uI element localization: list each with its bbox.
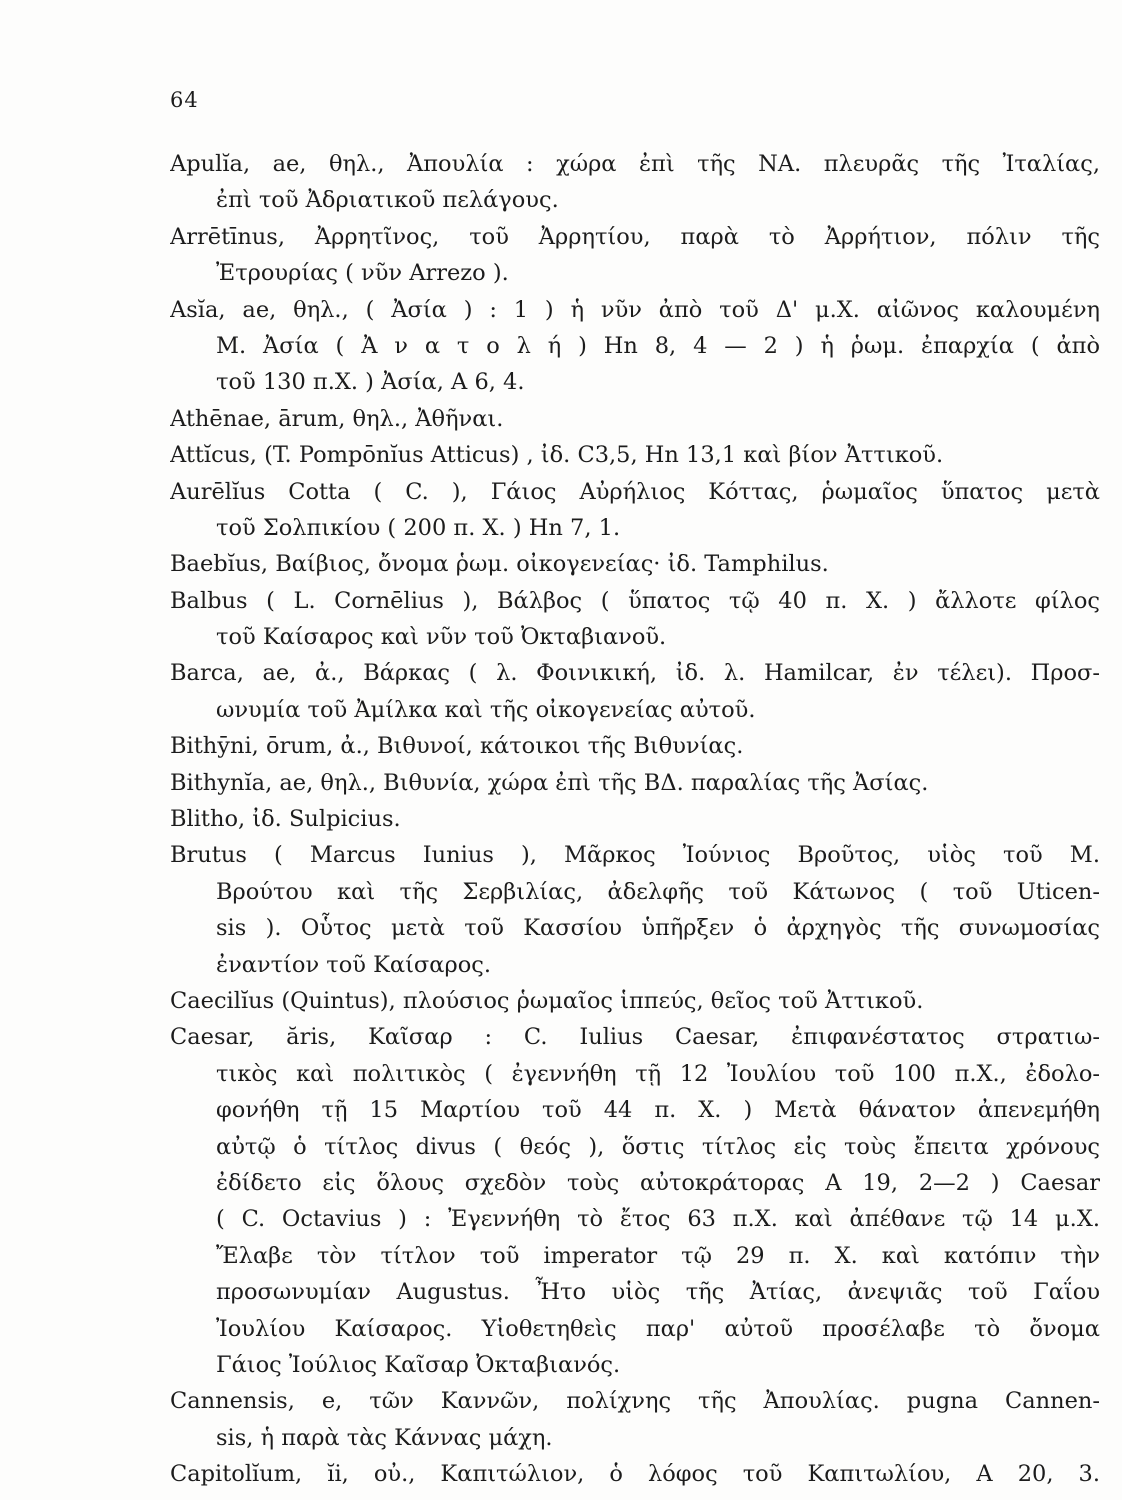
entry-capitolium [170,1456,1100,1492]
entry-line: Arrētīnus, Ἀρρητῖνος, τοῦ Ἀρρητίου, παρὰ τὸ Ἀρρήτιον, πόλιν τῆς [170,223,1100,250]
entry-baebius [170,546,1100,582]
entry-line: τοῦ Σολπικίου ( 200 π. Χ. ) Hn 7, 1. [216,514,621,541]
entry-line: sis ). Οὗτος μετὰ τοῦ Κασσίου ὑπῆρξεν ὁ ἀρχηγὸς τῆς συνωμοσίας [216,915,1100,942]
entry-bithyni [170,728,1100,764]
glossary-entries [170,146,1100,1492]
entry-line: Attĭcus, (T. Pompōnĭus Atticus) , ἰδ. C3,5, Hn 13,1 καὶ βίον Ἀττικοῦ. [170,442,944,469]
entry-apulia [170,146,1100,219]
entry-line: ἐναντίον τοῦ Καίσαρος. [216,951,491,978]
entry-line: τοῦ 130 π.Χ. ) Ἀσία, A 6, 4. [216,369,525,396]
entry-line: ἐπὶ τοῦ Ἀδριατικοῦ πελάγους. [216,187,559,214]
entry-line: ωνυμία τοῦ Ἀμίλκα καὶ τῆς οἰκογενείας αὐτοῦ. [216,696,756,723]
entry-line: φονήθη τῇ 15 Μαρτίου τοῦ 44 π. Χ. ) Μετὰ θάνατον ἀπενεμήθη [216,1097,1100,1124]
entry-line: Aurēlĭus Cotta ( C. ), Γάιος Αὐρήλιος Κόττας, ῥωμαῖος ὕπατος μετὰ [170,478,1100,505]
entry-line: Baebĭus, Βαίβιος, ὄνομα ῥωμ. οἰκογενείας· ἰδ. Tamphilus. [170,551,829,578]
entry-line: Apulĭa, ae, θηλ., Ἀπουλία : χώρα ἐπὶ τῆς ΝΑ. πλευρᾶς τῆς Ἰταλίας, [170,151,1100,177]
entry-arretinus [170,219,1100,292]
entry-line: Μ. Ἀσία ( Ἀ ν α τ ο λ ή ) Hn 8, 4 — 2 ) ἡ ῥωμ. ἐπαρχία ( ἀπὸ [216,332,1100,359]
entry-line: τικὸς καὶ πολιτικὸς ( ἐγεννήθη τῇ 12 Ἰουλίου τοῦ 100 π.Χ., ἐδολο- [216,1060,1100,1087]
entry-balbus [170,583,1100,656]
entry-line: Capitolĭum, ĭi, οὐ., Καπιτώλιον, ὁ λόφος τοῦ Καπιτωλίου, A 20, 3. [170,1461,1100,1488]
entry-line: Bithynĭa, ae, θηλ., Βιθυνία, χώρα ἐπὶ τῆς ΒΔ. παραλίας τῆς Ἀσίας. [170,769,929,796]
entry-bithynia [170,765,1100,801]
entry-brutus [170,837,1100,983]
entry-line: Γάιος Ἰούλιος Καῖσαρ Ὀκταβιανός. [216,1351,621,1378]
entry-aurelius-cotta [170,474,1100,547]
page-number: 64 [170,88,199,112]
entry-line: Barca, ae, ἀ., Βάρκας ( λ. Φοινικική, ἰδ. λ. Hamilcar, ἐν τέλει). Προσ- [170,660,1100,687]
entry-caecilius [170,983,1100,1019]
entry-line: Ἰουλίου Καίσαρος. Υἱοθετηθεὶς παρ' αὐτοῦ προσέλαβε τὸ ὄνομα [216,1315,1100,1342]
entry-athenae [170,401,1100,437]
entry-line: sis, ἡ παρὰ τὰς Κάννας μάχη. [216,1424,553,1451]
entry-line: Athēnae, ārum, θηλ., Ἀθῆναι. [170,405,504,432]
entry-cannensis [170,1383,1100,1456]
entry-line: αὐτῷ ὁ τίτλος divus ( θεός ), ὅστις τίτλος εἰς τοὺς ἔπειτα χρόνους [216,1133,1100,1160]
entry-line: Brutus ( Marcus Iunius ), Μᾶρκος Ἰούνιος Βροῦτος, υἱὸς τοῦ Μ. [170,842,1100,869]
entry-line: προσωνυμίαν Augustus. Ἦτο υἱὸς τῆς Ἀτίας, ἀνεψιᾶς τοῦ Γαΐου [216,1279,1100,1306]
entry-line: Balbus ( L. Cornēlius ), Βάλβος ( ὕπατος τῷ 40 π. Χ. ) ἄλλοτε φίλος [170,587,1100,614]
entry-line: Bithȳni, ōrum, ἀ., Βιθυνοί, κάτοικοι τῆς Βιθυνίας. [170,733,744,760]
entry-line: Caecilĭus (Quintus), πλούσιος ῥωμαῖος ἱππεύς, θεῖος τοῦ Ἀττικοῦ. [170,987,924,1014]
entry-line: Ἐτρουρίας ( νῦν Arrezo ). [216,260,509,287]
entry-barca [170,655,1100,728]
entry-line: Blitho, ἰδ. Sulpicius. [170,806,401,833]
entry-line: Cannensis, e, τῶν Καννῶν, πολίχνης τῆς Ἀπουλίας. pugna Cannen- [170,1388,1100,1415]
entry-line: Caesar, ăris, Καῖσαρ : C. Iulius Caesar, ἐπιφανέστατος στρατιω- [170,1024,1100,1051]
entry-atticus [170,437,1100,473]
entry-blitho [170,801,1100,837]
entry-line: Asĭa, ae, θηλ., ( Ἀσία ) : 1 ) ἡ νῦν ἀπὸ τοῦ Δ' μ.Χ. αἰῶνος καλουμένη [170,296,1100,323]
entry-line: τοῦ Καίσαρος καὶ νῦν τοῦ Ὀκταβιανοῦ. [216,624,667,651]
entry-line: ἐδίδετο εἰς ὅλους σχεδὸν τοὺς αὐτοκράτορας A 19, 2—2 ) Caesar [216,1169,1100,1196]
entry-line: Ἔλαβε τὸν τίτλον τοῦ imperator τῷ 29 π. Χ. καὶ κατόπιν τὴν [216,1242,1100,1269]
entry-line: Βρούτου καὶ τῆς Σερβιλίας, ἀδελφῆς τοῦ Κάτωνος ( τοῦ Uticen- [216,878,1100,905]
entry-asia [170,292,1100,401]
entry-line: ( C. Octavius ) : Ἐγεννήθη τὸ ἔτος 63 π.Χ. καὶ ἀπέθανε τῷ 14 μ.Χ. [216,1206,1100,1233]
entry-caesar [170,1019,1100,1383]
